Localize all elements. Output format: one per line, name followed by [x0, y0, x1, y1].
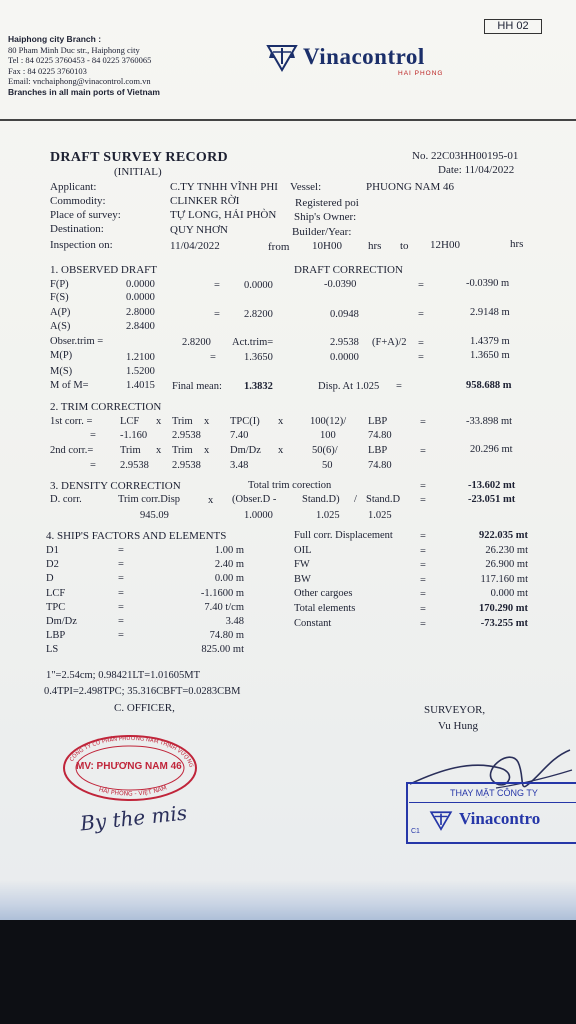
stamp-oval-top: CÔNG TY CỔ PHẦN PHƯƠNG NAM THỊNH VƯỢNG [68, 735, 194, 769]
dcorr-result: -23.051 mt [468, 494, 516, 505]
c1v-tpc: 7.40 [230, 430, 249, 441]
element-eq: = [420, 531, 426, 542]
factor-label: Dm/Dz [46, 616, 77, 627]
fs-label: F(S) [50, 292, 69, 303]
logo-sub: HAI PHONG [398, 70, 444, 77]
element-eq: = [420, 604, 426, 615]
density-slash: / [354, 494, 357, 505]
element-value: 922.035 mt [479, 530, 528, 541]
obser-trim-label: Obser.trim = [50, 336, 104, 347]
c1-x2: x [204, 416, 210, 427]
ap-mean: 2.8200 [244, 309, 273, 320]
mp-result: 1.3650 m [470, 350, 510, 361]
act-trim-value: 2.9538 [330, 337, 359, 348]
act-trim-label: Act.trim= [232, 337, 274, 348]
fs-value: 0.0000 [126, 292, 155, 303]
density-x: x [208, 495, 214, 506]
obser-trim-value: 2.8200 [182, 337, 211, 348]
element-label: Full corr. Displacement [294, 530, 393, 541]
factor-value: 825.00 mt [201, 644, 244, 656]
vessel-label: Vessel: [290, 181, 322, 193]
as-label: A(S) [50, 321, 71, 332]
mofm-label: M of M= [50, 380, 89, 391]
record-number: No. 22C03HH00195-01 [412, 150, 519, 162]
final-mean-label: Final mean: [172, 381, 222, 392]
c1-label: 1st corr. = [50, 416, 93, 427]
dcorr-eq: = [420, 495, 426, 506]
place-value: TỰ LONG, HẢI PHÒN [170, 209, 277, 221]
c1-x1: x [156, 416, 162, 427]
conversion-2: 0.4TPI=2.498TPC; 35.316CBFT=0.0283CBM [44, 686, 241, 697]
mp-mean: 1.3650 [244, 352, 273, 363]
final-mean-value: 1.3832 [244, 381, 273, 392]
trim-heading: 2. TRIM CORRECTION [50, 401, 162, 413]
total-trim-label: Total trim corection [248, 480, 332, 491]
c1v-100: 100 [320, 430, 336, 441]
disp-eq: = [396, 381, 402, 392]
element-value: -73.255 mt [480, 617, 528, 629]
element-eq: = [420, 560, 426, 572]
ap-label: A(P) [50, 307, 71, 318]
factor-eq: = [118, 630, 124, 642]
c2-x6: x [278, 445, 284, 456]
record-subtitle: (INITIAL) [114, 166, 162, 178]
c1-100: 100(12)/ [310, 416, 347, 427]
applicant-label: Applicant: [50, 181, 97, 193]
factor-eq: = [118, 545, 124, 556]
to-label: to [400, 240, 409, 252]
ap-value: 2.8000 [126, 307, 155, 318]
correction-heading: DRAFT CORRECTION [294, 264, 403, 276]
element-eq: = [420, 618, 426, 630]
element-label: Other cargoes [294, 588, 353, 600]
mp-value: 1.2100 [126, 352, 155, 363]
c2-x5: x [204, 445, 210, 456]
record-date: Date: 11/04/2022 [438, 164, 515, 176]
to-time: 12H00 [430, 239, 460, 251]
factor-eq: = [118, 559, 124, 571]
branch-title: Haiphong city Branch : [8, 34, 102, 44]
factor-value: 2.40 m [214, 559, 244, 571]
registered-label: Registered poi [295, 197, 359, 209]
total-trim-eq: = [420, 481, 426, 492]
v-stand: 1.025 [316, 510, 340, 521]
factor-eq: = [118, 601, 124, 613]
obser-d: (Obser.D - [232, 494, 277, 505]
total-trim-value: -13.602 mt [468, 480, 516, 491]
from-time: 10H00 [312, 240, 342, 252]
element-value: 170.290 mt [479, 603, 528, 614]
as-value: 2.8400 [126, 321, 155, 332]
element-eq: = [420, 545, 426, 557]
c1-lcf: LCF [120, 416, 140, 427]
paper-edge-shadow [0, 880, 576, 920]
disp-label: Disp. At 1.025 [318, 381, 380, 392]
c2v-lbp: 74.80 [368, 460, 392, 471]
factors-heading: 4. SHIP'S FACTORS AND ELEMENTS [46, 530, 227, 542]
c2-label: 2nd corr.= [50, 445, 94, 456]
c1-trim: Trim [172, 416, 193, 427]
logo-name: Vinacontrol [303, 44, 425, 69]
stamp-rect-code: C1 [411, 828, 420, 835]
c2-eq: = [420, 446, 426, 457]
c2-lbp: LBP [368, 445, 388, 456]
v-obser: 1.0000 [244, 510, 273, 521]
owner-label: Ship's Owner: [294, 211, 357, 223]
ms-value: 1.5200 [126, 366, 155, 377]
c1v-lbp: 74.80 [368, 430, 392, 441]
place-label: Place of survey: [50, 209, 121, 221]
hrs-label-2: hrs [510, 238, 524, 250]
fp-value: 0.0000 [126, 279, 155, 290]
commodity-label: Commodity: [50, 195, 106, 207]
mp-label: M(P) [50, 350, 73, 361]
c1v-trim: 2.9538 [172, 430, 201, 441]
density-heading: 3. DENSITY CORRECTION [50, 480, 181, 492]
factor-value: 1.00 m [214, 545, 244, 556]
branch-note: Branches in all main ports of Vietnam [8, 86, 160, 97]
c2v-50: 50 [322, 460, 333, 471]
c1-x3: x [278, 416, 284, 427]
factor-label: D1 [46, 545, 59, 556]
c1-tpc: TPC(I) [230, 416, 260, 427]
commodity-value: CLINKER RỜI [170, 195, 240, 207]
factor-label: TPC [46, 601, 66, 613]
fp-label: F(P) [50, 279, 69, 290]
scale-emblem-icon [265, 42, 299, 72]
svg-text:HẢI PHÒNG - VIỆT NAM [98, 784, 168, 797]
factor-label: LBP [46, 630, 66, 642]
factor-eq: = [118, 587, 124, 599]
stand-d: Stand.D) [302, 494, 340, 505]
c2-result: 20.296 mt [470, 444, 513, 455]
form-code: HH 02 [484, 19, 542, 34]
factor-eq: = [118, 573, 124, 585]
c1v-lcf: -1.160 [120, 430, 148, 441]
factor-value: 0.00 m [214, 573, 244, 585]
officer-handwriting: By the mis [79, 800, 189, 836]
fp-mean: 0.0000 [244, 280, 273, 291]
element-label: FW [294, 559, 310, 571]
ap-eq2: = [418, 309, 424, 320]
factor-label: LS [46, 644, 59, 656]
element-value: 117.160 mt [480, 573, 528, 585]
fa2-label: (F+A)/2 [372, 337, 407, 348]
c1v-eq: = [90, 430, 96, 441]
c2-50: 50(6)/ [312, 445, 338, 456]
officer-label: C. OFFICER, [114, 702, 175, 714]
c1-result: -33.898 mt [466, 416, 513, 427]
mp-eq2: = [418, 352, 424, 363]
surveyor-name: Vu Hung [438, 720, 478, 732]
company-stamp [406, 782, 576, 844]
conversion-1: 1"=2.54cm; 0.98421LT=1.01605MT [46, 670, 200, 681]
stamp-oval-mid: MV: PHƯƠNG NAM 46 [76, 761, 182, 772]
branch-tel: Tel : 84 0225 3760453 - 84 0225 3760065 [8, 55, 152, 65]
fp-eq: = [214, 280, 220, 291]
stamp-inner-box [409, 802, 576, 839]
c2-x4: x [156, 445, 162, 456]
vessel-value: PHUONG NAM 46 [366, 181, 455, 193]
stamp-rect-top: THAY MẶT CÔNG TY [450, 788, 538, 798]
v-disp: 945.09 [140, 510, 169, 521]
stamp-scale-icon [429, 809, 453, 831]
ms-label: M(S) [50, 366, 73, 377]
applicant-value: C.TY TNHH VĨNH PHI [170, 181, 278, 193]
dcorr-label: D. corr. [50, 494, 82, 505]
fa2-result: 1.4379 m [470, 336, 510, 347]
element-value: 26.900 mt [485, 559, 528, 571]
branch-address: 80 Pham Minh Duc str., Haiphong city [8, 44, 140, 55]
from-label: from [268, 241, 290, 253]
surveyor-label: SURVEYOR, [424, 704, 486, 716]
fa2-eq: = [418, 338, 424, 349]
ap-eq: = [214, 309, 220, 320]
factor-value: 7.40 t/cm [204, 601, 244, 613]
c2-trim2: Trim [172, 445, 193, 456]
stamp-rect-logo: Vinacontro [459, 809, 541, 828]
c2-dmdz: Dm/Dz [230, 445, 261, 456]
branch-fax: Fax : 84 0225 3760103 [8, 65, 87, 76]
inspection-date: 11/04/2022 [170, 240, 220, 252]
element-label: Constant [294, 617, 332, 629]
c2v-eq: = [90, 460, 96, 471]
mp-corr: 0.0000 [330, 352, 359, 363]
factor-label: D [46, 573, 54, 585]
factor-eq: = [118, 616, 124, 627]
c1-eq: = [420, 417, 426, 428]
stand-d2: Stand.D [366, 494, 401, 505]
vessel-stamp [60, 732, 200, 807]
builder-label: Builder/Year: [292, 226, 352, 238]
factor-label: LCF [46, 587, 66, 599]
fp-result: -0.0390 m [466, 278, 510, 289]
destination-value: QUY NHƠN [170, 224, 228, 236]
inspection-label: Inspection on: [50, 239, 113, 251]
factor-label: D2 [46, 559, 59, 571]
ap-corr: 0.0948 [330, 309, 359, 320]
header-rule [0, 119, 576, 121]
element-label: BW [294, 573, 311, 585]
record-title: DRAFT SURVEY RECORD [50, 150, 228, 165]
c2v-trim1: 2.9538 [120, 460, 149, 471]
ap-result: 2.9148 m [470, 307, 510, 318]
c2-trim1: Trim [120, 445, 141, 456]
c2v-dmdz: 3.48 [230, 460, 249, 471]
mp-eq: = [210, 352, 216, 363]
element-eq: = [420, 574, 426, 586]
factor-value: 74.80 m [209, 630, 244, 642]
factor-value: -1.1600 m [200, 587, 244, 599]
element-label: OIL [294, 544, 312, 556]
trim-corr-disp: Trim corr.Disp [118, 494, 181, 505]
c2v-trim2: 2.9538 [172, 460, 201, 471]
hrs-label-1: hrs [368, 240, 382, 252]
branch-email: Email: vnchaiphong@vinacontrol.com.vn [8, 76, 151, 86]
element-value: 26.230 mt [485, 544, 528, 556]
mofm-value: 1.4015 [126, 380, 155, 391]
fp-corr: -0.0390 [324, 279, 357, 290]
disp-result: 958.688 m [466, 380, 512, 391]
element-eq: = [420, 589, 426, 601]
element-value: 0.000 mt [490, 588, 528, 600]
observed-heading: 1. OBSERVED DRAFT [50, 264, 157, 276]
v-stand2: 1.025 [368, 510, 392, 521]
c1-lbp: LBP [368, 416, 388, 427]
fp-eq2: = [418, 280, 424, 291]
branch-info [8, 34, 160, 97]
destination-label: Destination: [50, 223, 104, 235]
element-label: Total elements [294, 603, 356, 614]
stamp-oval-bottom: HẢI PHÒNG - VIỆT NAM [97, 784, 168, 798]
factor-value: 3.48 [225, 616, 244, 627]
